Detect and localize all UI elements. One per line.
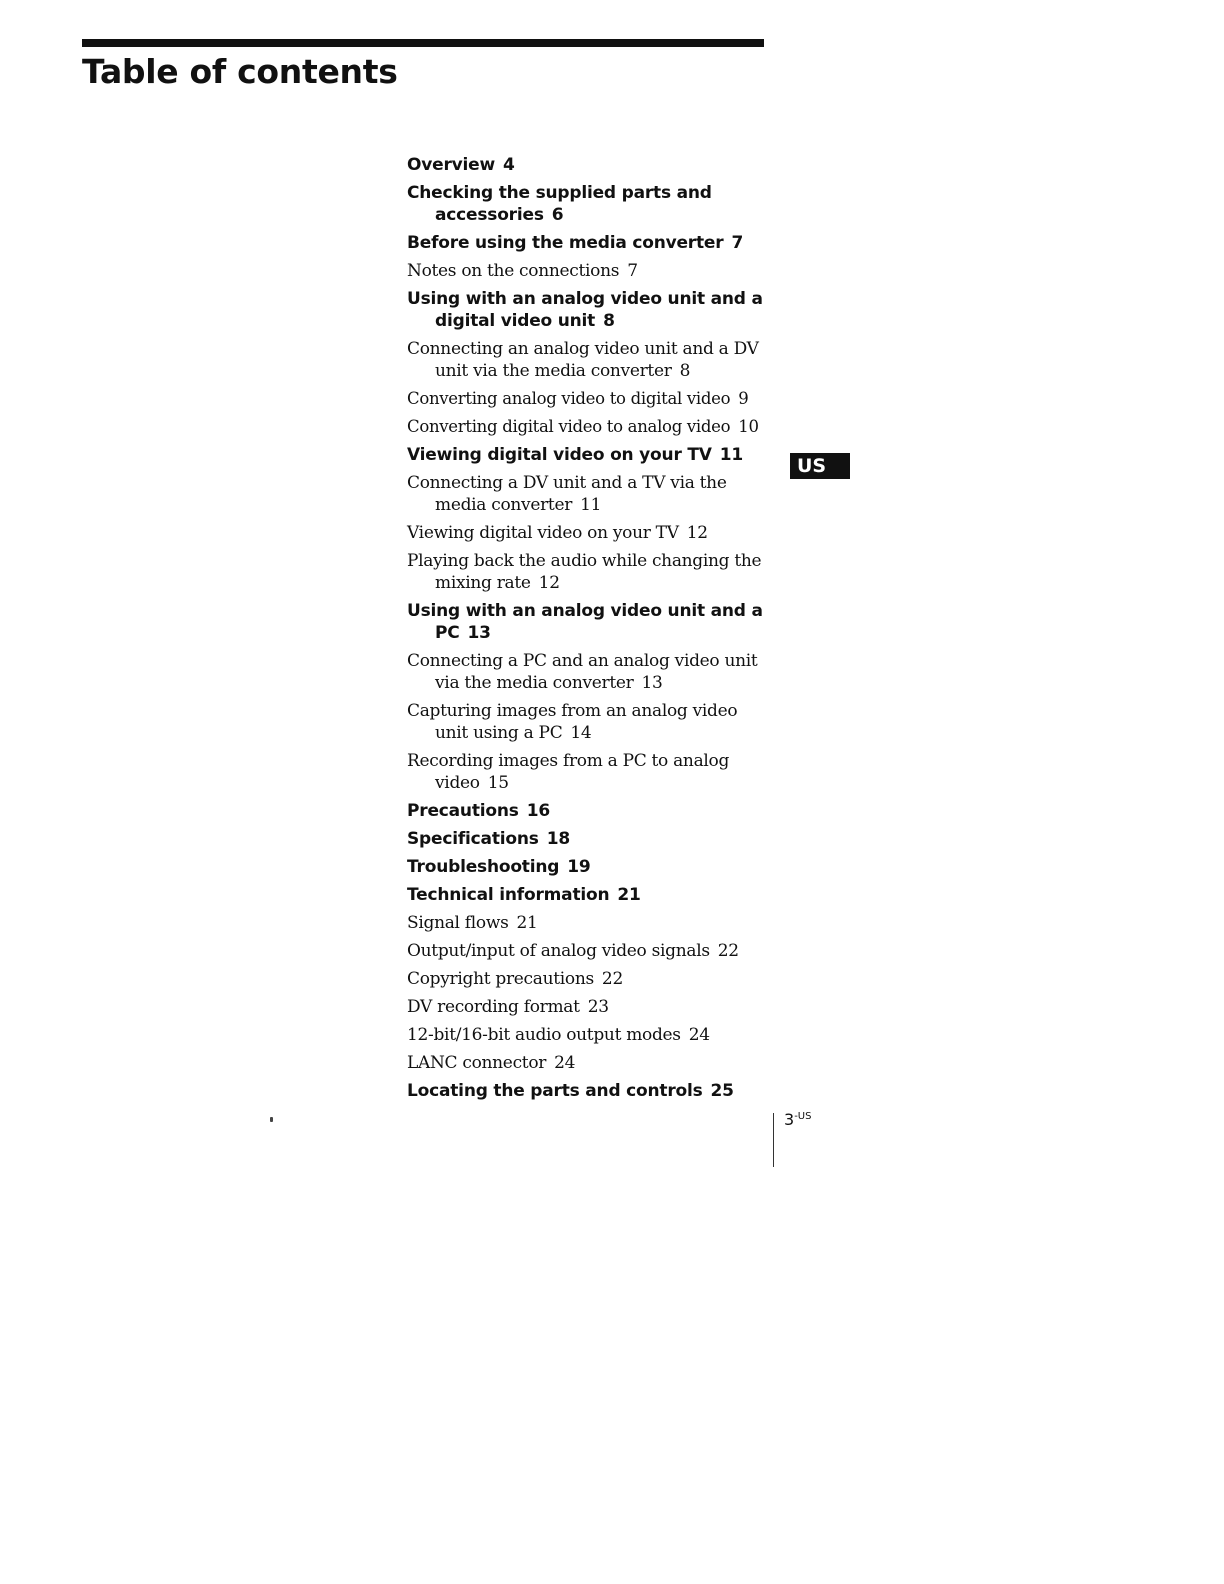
toc-entry-page: 16 xyxy=(526,801,550,821)
toc-entry-title: 12-bit/16-bit audio output modes xyxy=(407,1025,681,1045)
toc-entry-title: Checking the supplied parts and accessories xyxy=(407,183,712,225)
toc-entry-page: 14 xyxy=(570,723,592,743)
toc-entry-page: 7 xyxy=(627,261,638,281)
toc-entry-page: 25 xyxy=(710,1081,734,1101)
toc-entry-page: 22 xyxy=(717,941,739,961)
page-title: Table of contents xyxy=(82,52,398,91)
toc-entry-analog-pc[interactable] xyxy=(407,600,767,644)
toc-entry-page: 21 xyxy=(516,913,538,933)
toc-entry-page: 11 xyxy=(719,445,743,465)
toc-entry-title: Copyright precautions xyxy=(407,969,594,989)
toc-entry-title: DV recording format xyxy=(407,997,580,1017)
toc-entry-title: Signal flows xyxy=(407,913,509,933)
toc-entry-title: Recording images from a PC to analog video xyxy=(407,751,730,793)
toc-entry-page: 19 xyxy=(567,857,591,877)
toc-entry-page: 24 xyxy=(554,1053,576,1073)
toc-entry-page: 10 xyxy=(738,417,759,436)
toc-entry-playing-audio[interactable] xyxy=(407,550,767,594)
toc-entry-analog-digital[interactable] xyxy=(407,288,767,332)
toc-entry-output-input[interactable] xyxy=(407,940,767,962)
toc-entry-page: 6 xyxy=(551,205,564,225)
footer-rule xyxy=(773,1113,774,1167)
toc-entry-signal-flows[interactable] xyxy=(407,912,767,934)
toc-entry-capturing-images[interactable] xyxy=(407,700,767,744)
toc-entry-page: 4 xyxy=(503,155,515,175)
toc-entry-title: Connecting an analog video unit and a DV unit via the media converter xyxy=(407,339,759,381)
toc-entry-page: 12 xyxy=(538,573,560,593)
toc-entry-title: LANC connector xyxy=(407,1053,547,1073)
toc-entry-before-using[interactable] xyxy=(407,232,767,254)
table-of-contents xyxy=(407,154,767,1108)
toc-entry-viewing-tv[interactable] xyxy=(407,444,767,466)
toc-entry-technical-information[interactable] xyxy=(407,884,767,906)
toc-entry-troubleshooting[interactable] xyxy=(407,856,767,878)
toc-entry-title: Output/input of analog video signals xyxy=(407,941,710,961)
toc-entry-page: 11 xyxy=(580,495,602,515)
toc-entry-specifications[interactable] xyxy=(407,828,767,850)
toc-entry-title: Connecting a DV unit and a TV via the media converter xyxy=(407,473,727,515)
toc-entry-title: Troubleshooting xyxy=(407,857,560,877)
toc-entry-checking-parts[interactable] xyxy=(407,182,767,226)
toc-entry-title: Viewing digital video on your TV xyxy=(407,523,679,543)
toc-entry-viewing-digital[interactable] xyxy=(407,522,767,544)
toc-entry-title: Using with an analog video unit and a digital video unit xyxy=(407,289,763,331)
toc-entry-page: 15 xyxy=(487,773,509,793)
toc-entry-connecting-pc[interactable] xyxy=(407,650,767,694)
toc-entry-page: 24 xyxy=(688,1025,710,1045)
toc-entry-dv-format[interactable] xyxy=(407,996,767,1018)
toc-entry-title: Converting digital video to analog video xyxy=(407,417,731,436)
toc-entry-page: 18 xyxy=(546,829,570,849)
toc-entry-connecting-dv-tv[interactable] xyxy=(407,472,767,516)
toc-entry-page: 8 xyxy=(603,311,615,331)
toc-entry-page: 22 xyxy=(601,969,623,989)
toc-entry-title: Notes on the connections xyxy=(407,261,620,281)
scan-speck xyxy=(270,1117,273,1122)
toc-entry-title: Capturing images from an analog video unit using a PC xyxy=(407,701,738,743)
toc-entry-connecting-analog-dv[interactable] xyxy=(407,338,767,382)
toc-entry-notes-connections[interactable] xyxy=(407,260,767,282)
toc-entry-title: Playing back the audio while changing the mixing rate xyxy=(407,551,762,593)
toc-entry-precautions[interactable] xyxy=(407,800,767,822)
title-rule xyxy=(82,39,764,47)
toc-entry-page: 13 xyxy=(467,623,491,643)
toc-entry-title: Technical information xyxy=(407,885,610,905)
toc-entry-digital-to-analog[interactable] xyxy=(407,416,767,438)
toc-entry-title: Overview xyxy=(407,155,495,175)
toc-entry-page: 12 xyxy=(686,523,708,543)
toc-entry-title: Viewing digital video on your TV xyxy=(407,445,712,465)
toc-entry-recording-images[interactable] xyxy=(407,750,767,794)
toc-entry-page: 23 xyxy=(587,997,609,1017)
page-number-value: 3 xyxy=(784,1110,795,1129)
toc-entry-page: 7 xyxy=(731,233,744,253)
toc-entry-page: 21 xyxy=(617,885,641,905)
toc-entry-title: Precautions xyxy=(407,801,519,821)
toc-entry-title: Specifications xyxy=(407,829,539,849)
toc-entry-page: 9 xyxy=(738,389,749,408)
toc-entry-audio-modes[interactable] xyxy=(407,1024,767,1046)
toc-entry-title: Before using the media converter xyxy=(407,233,724,253)
toc-entry-locating-parts[interactable] xyxy=(407,1080,767,1102)
toc-entry-page: 8 xyxy=(679,361,691,381)
toc-entry-analog-to-digital[interactable] xyxy=(407,388,767,410)
toc-entry-page: 13 xyxy=(641,673,663,693)
language-tab: US xyxy=(790,453,850,479)
toc-entry-title: Using with an analog video unit and a PC xyxy=(407,601,763,643)
page-number xyxy=(784,1110,811,1129)
toc-entry-title: Connecting a PC and an analog video unit via the media converter xyxy=(407,651,758,693)
toc-entry-lanc[interactable] xyxy=(407,1052,767,1074)
toc-entry-overview[interactable] xyxy=(407,154,767,176)
toc-entry-copyright[interactable] xyxy=(407,968,767,990)
toc-entry-title: Locating the parts and controls xyxy=(407,1081,703,1101)
toc-entry-title: Converting analog video to digital video xyxy=(407,389,731,408)
page-number-suffix: -US xyxy=(794,1111,812,1122)
